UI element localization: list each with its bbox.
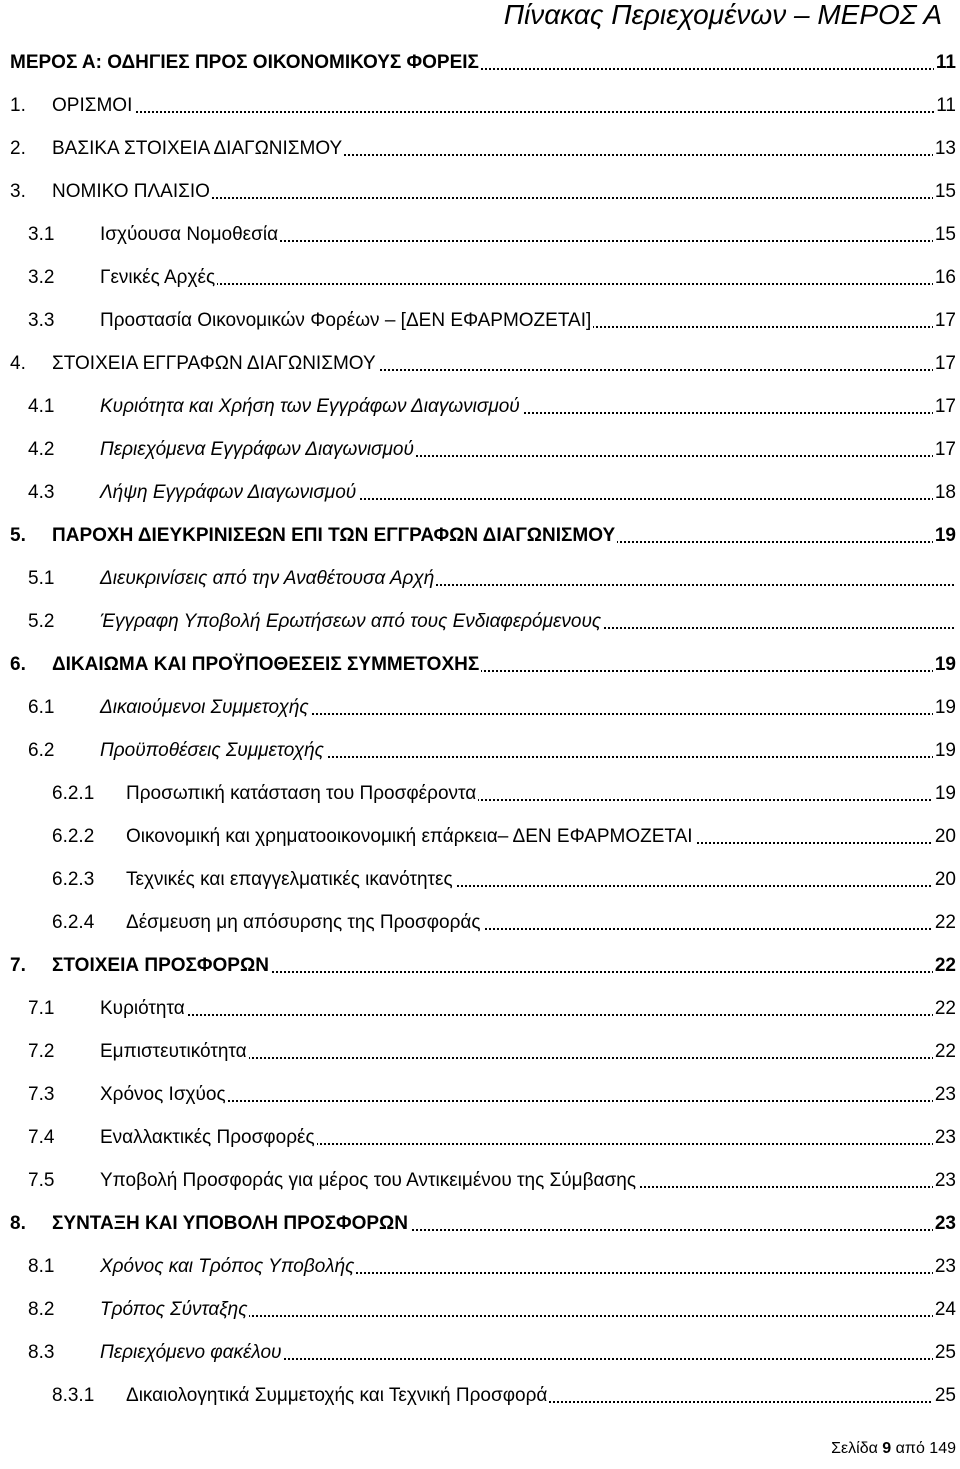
toc-dot-leader (52, 111, 954, 113)
toc-entry-title: ΣΤΟΙΧΕΙΑ ΠΡΟΣΦΟΡΩΝ (52, 955, 269, 976)
toc-entry-number: 8.2 (28, 1299, 55, 1320)
toc-entry-number: 7.4 (28, 1127, 55, 1148)
toc-entry-page: 20 (934, 869, 956, 890)
toc-entry-title: Διευκρινίσεις από την Αναθέτουσα Αρχή (100, 568, 435, 589)
page-footer (831, 1440, 956, 1458)
toc-entry-page: 24 (934, 1299, 956, 1320)
toc-entry-number: 6.2.1 (52, 783, 95, 804)
toc-entry-number: 3. (10, 181, 26, 202)
toc-entry-number: 8.3 (28, 1342, 55, 1363)
toc-entry-title: Δικαιούμενοι Συμμετοχής (100, 697, 309, 718)
toc-entry-page: 23 (934, 1127, 956, 1148)
toc-entry-number: 6.2.4 (52, 912, 95, 933)
toc-entry-title: Δέσμευση μη απόσυρσης της Προσφοράς (126, 912, 481, 933)
toc-entry-number: 7.3 (28, 1084, 55, 1105)
toc-entry-title: Έγγραφη Υποβολή Ερωτήσεων από τους Ενδιαφερόμενους (100, 611, 602, 632)
toc-entry-number: 1. (10, 95, 26, 116)
toc-entry-number: 5. (10, 525, 26, 546)
toc-entry-title: ΟΡΙΣΜΟΙ (52, 95, 133, 116)
toc-entry-page: 15 (934, 181, 956, 202)
toc-entry-title: Χρόνος και Τρόπος Υποβολής (100, 1256, 355, 1277)
toc-entry[interactable] (0, 48, 960, 78)
toc-entry-title: Τρόπος Σύνταξης (100, 1299, 248, 1320)
toc-entry-title: ΠΑΡΟΧΗ ΔΙΕΥΚΡΙΝΙΣΕΩΝ ΕΠΙ ΤΩΝ ΕΓΓΡΑΦΩΝ ΔΙΑΓΩΝΙΣΜΟΥ (52, 525, 616, 546)
toc-entry-title: Περιεχόμενα Εγγράφων Διαγωνισμού (100, 439, 414, 460)
toc-entry-title: Προϋποθέσεις Συμμετοχής (100, 740, 324, 761)
toc-entry[interactable] (0, 1123, 960, 1153)
toc-entry-number: 8.1 (28, 1256, 55, 1277)
toc-entry-title: ΒΑΣΙΚΑ ΣΤΟΙΧΕΙΑ ΔΙΑΓΩΝΙΣΜΟΥ (52, 138, 343, 159)
toc-entry[interactable] (0, 693, 960, 723)
toc-entry-number: 3.3 (28, 310, 55, 331)
toc-entry-number: 5.1 (28, 568, 55, 589)
toc-entry-page: 19 (934, 654, 956, 675)
toc-entry[interactable] (0, 779, 960, 809)
toc-entry[interactable] (0, 1166, 960, 1196)
footer-total-pages: 149 (929, 1440, 956, 1457)
toc-entry-number: 6.2.2 (52, 826, 95, 847)
toc-entry-page: 23 (934, 1170, 956, 1191)
toc-entry[interactable] (0, 822, 960, 852)
toc-dot-leader (100, 283, 954, 285)
toc-entry-title: ΣΤΟΙΧΕΙΑ ΕΓΓΡΑΦΩΝ ΔΙΑΓΩΝΙΣΜΟΥ (52, 353, 376, 374)
toc-entry-number: 3.2 (28, 267, 55, 288)
toc-entry[interactable] (0, 1252, 960, 1282)
toc-entry-title: ΜΕΡΟΣ Α: ΟΔΗΓΙΕΣ ΠΡΟΣ ΟΙΚΟΝΟΜΙΚΟΥΣ ΦΟΡΕΙΣ (10, 52, 479, 73)
toc-entry-page: 19 (934, 525, 956, 546)
toc-entry-number: 6.2 (28, 740, 55, 761)
toc-entry-title: Κυριότητα και Χρήση των Εγγράφων Διαγωνισμού (100, 396, 520, 417)
toc-entry-number: 4.3 (28, 482, 55, 503)
toc-entry-title: ΝΟΜΙΚΟ ΠΛΑΙΣΙΟ (52, 181, 210, 202)
toc-entry-number: 6. (10, 654, 26, 675)
toc-entry[interactable] (0, 478, 960, 508)
toc-entry-number: 4.2 (28, 439, 55, 460)
toc-entry[interactable] (0, 564, 960, 594)
toc-entry-title: Προστασία Οικονομικών Φορέων – [ΔΕΝ ΕΦΑΡΜΟΖΕΤΑΙ] (100, 310, 592, 331)
toc-dot-leader (100, 1014, 954, 1016)
toc-entry-title: Οικονομική και χρηματοοικονομική επάρκεια– ΔΕΝ ΕΦΑΡΜΟΖΕΤΑΙ (126, 826, 693, 847)
toc-entry-page: 17 (934, 439, 956, 460)
toc-entry-number: 7.2 (28, 1041, 55, 1062)
toc-entry[interactable] (0, 650, 960, 680)
toc-entry-number: 5.2 (28, 611, 55, 632)
toc-entry-page: 23 (934, 1084, 956, 1105)
toc-entry[interactable] (0, 1295, 960, 1325)
toc-entry-title: Χρόνος Ισχύος (100, 1084, 226, 1105)
toc-entry[interactable] (0, 521, 960, 551)
toc-entry[interactable] (0, 607, 960, 637)
toc-entry-page: 17 (934, 310, 956, 331)
toc-entry-page: 22 (934, 998, 956, 1019)
toc-entry-title: Γενικές Αρχές (100, 267, 216, 288)
toc-entry-title: Υποβολή Προσφοράς για μέρος του Αντικειμένου της Σύμβασης (100, 1170, 636, 1191)
page-title: Πίνακας Περιεχομένων – ΜΕΡΟΣ Α (503, 0, 942, 30)
toc-entry-number: 4.1 (28, 396, 55, 417)
toc-entry-title: Εναλλακτικές Προσφορές (100, 1127, 315, 1148)
toc-entry[interactable] (0, 1209, 960, 1239)
toc-entry[interactable] (0, 392, 960, 422)
toc-entry-page: 18 (934, 482, 956, 503)
toc-entry-title: ΔΙΚΑΙΩΜΑ ΚΑΙ ΠΡΟΫΠΟΘΕΣΕΙΣ ΣΥΜΜΕΤΟΧΗΣ (52, 654, 480, 675)
toc-entry-page: 13 (934, 138, 956, 159)
footer-middle: από (895, 1440, 925, 1457)
toc-entry[interactable] (0, 306, 960, 336)
toc-entry-page: 11 (935, 52, 956, 73)
toc-entry[interactable] (0, 220, 960, 250)
toc-entry[interactable] (0, 1080, 960, 1110)
footer-current-page: 9 (882, 1440, 892, 1457)
toc-entry-page: 17 (934, 353, 956, 374)
toc-entry-number: 4. (10, 353, 26, 374)
footer-prefix: Σελίδα (831, 1440, 878, 1457)
toc-entry[interactable] (0, 951, 960, 981)
toc-entry-number: 6.2.3 (52, 869, 95, 890)
toc-entry-title: Κυριότητα (100, 998, 185, 1019)
toc-entry[interactable] (0, 908, 960, 938)
toc-entry-page: 22 (934, 955, 956, 976)
toc-entry[interactable] (0, 994, 960, 1024)
toc-entry-page: 19 (934, 783, 956, 804)
toc-entry-title: Εμπιστευτικότητα (100, 1041, 247, 1062)
toc-entry[interactable] (0, 134, 960, 164)
toc-entry[interactable] (0, 91, 960, 121)
toc-entry-page: 16 (934, 267, 956, 288)
toc-entry[interactable] (0, 1338, 960, 1368)
toc-entry-title: Περιεχόμενο φακέλου (100, 1342, 282, 1363)
toc-entry-page: 19 (934, 697, 956, 718)
toc-entry-page: 11 (936, 95, 956, 116)
toc-entry-page: 17 (934, 396, 956, 417)
toc-entry-page: 15 (934, 224, 956, 245)
toc-entry-number: 6.1 (28, 697, 55, 718)
toc-entry-title: Λήψη Εγγράφων Διαγωνισμού (100, 482, 357, 503)
toc-entry-page: 23 (934, 1213, 956, 1234)
toc-entry-title: Τεχνικές και επαγγελματικές ικανότητες (126, 869, 453, 890)
toc-entry[interactable] (0, 1381, 960, 1411)
toc-entry[interactable] (0, 865, 960, 895)
toc-entry-page: 23 (934, 1256, 956, 1277)
toc-entry-page: 25 (934, 1342, 956, 1363)
toc-entry-page: 20 (934, 826, 956, 847)
toc-entry[interactable] (0, 1037, 960, 1067)
toc-entry[interactable] (0, 435, 960, 465)
toc-entry[interactable] (0, 177, 960, 207)
toc-entry-page: 19 (934, 740, 956, 761)
toc-entry[interactable] (0, 349, 960, 379)
toc-entry-number: 7.1 (28, 998, 55, 1019)
toc-entry-number: 2. (10, 138, 26, 159)
toc-entry-number: 7. (10, 955, 26, 976)
toc-entry-number: 3.1 (28, 224, 55, 245)
toc-entry-title: Δικαιολογητικά Συμμετοχής και Τεχνική Προσφορά (126, 1385, 548, 1406)
toc-entry[interactable] (0, 263, 960, 293)
toc-entry-number: 8.3.1 (52, 1385, 95, 1406)
toc-entry-page: 22 (934, 912, 956, 933)
toc-entry-title: ΣΥΝΤΑΞΗ ΚΑΙ ΥΠΟΒΟΛΗ ΠΡΟΣΦΟΡΩΝ (52, 1213, 409, 1234)
toc-entry-number: 8. (10, 1213, 26, 1234)
toc-entry-number: 7.5 (28, 1170, 55, 1191)
toc-entry-page: 22 (934, 1041, 956, 1062)
toc-entry[interactable] (0, 736, 960, 766)
toc-dot-leader (100, 1100, 954, 1102)
toc-entry-title: Ισχύουσα Νομοθεσία (100, 224, 279, 245)
toc-entry-title: Προσωπική κατάσταση του Προσφέροντα (126, 783, 477, 804)
toc-entry-page: 25 (934, 1385, 956, 1406)
